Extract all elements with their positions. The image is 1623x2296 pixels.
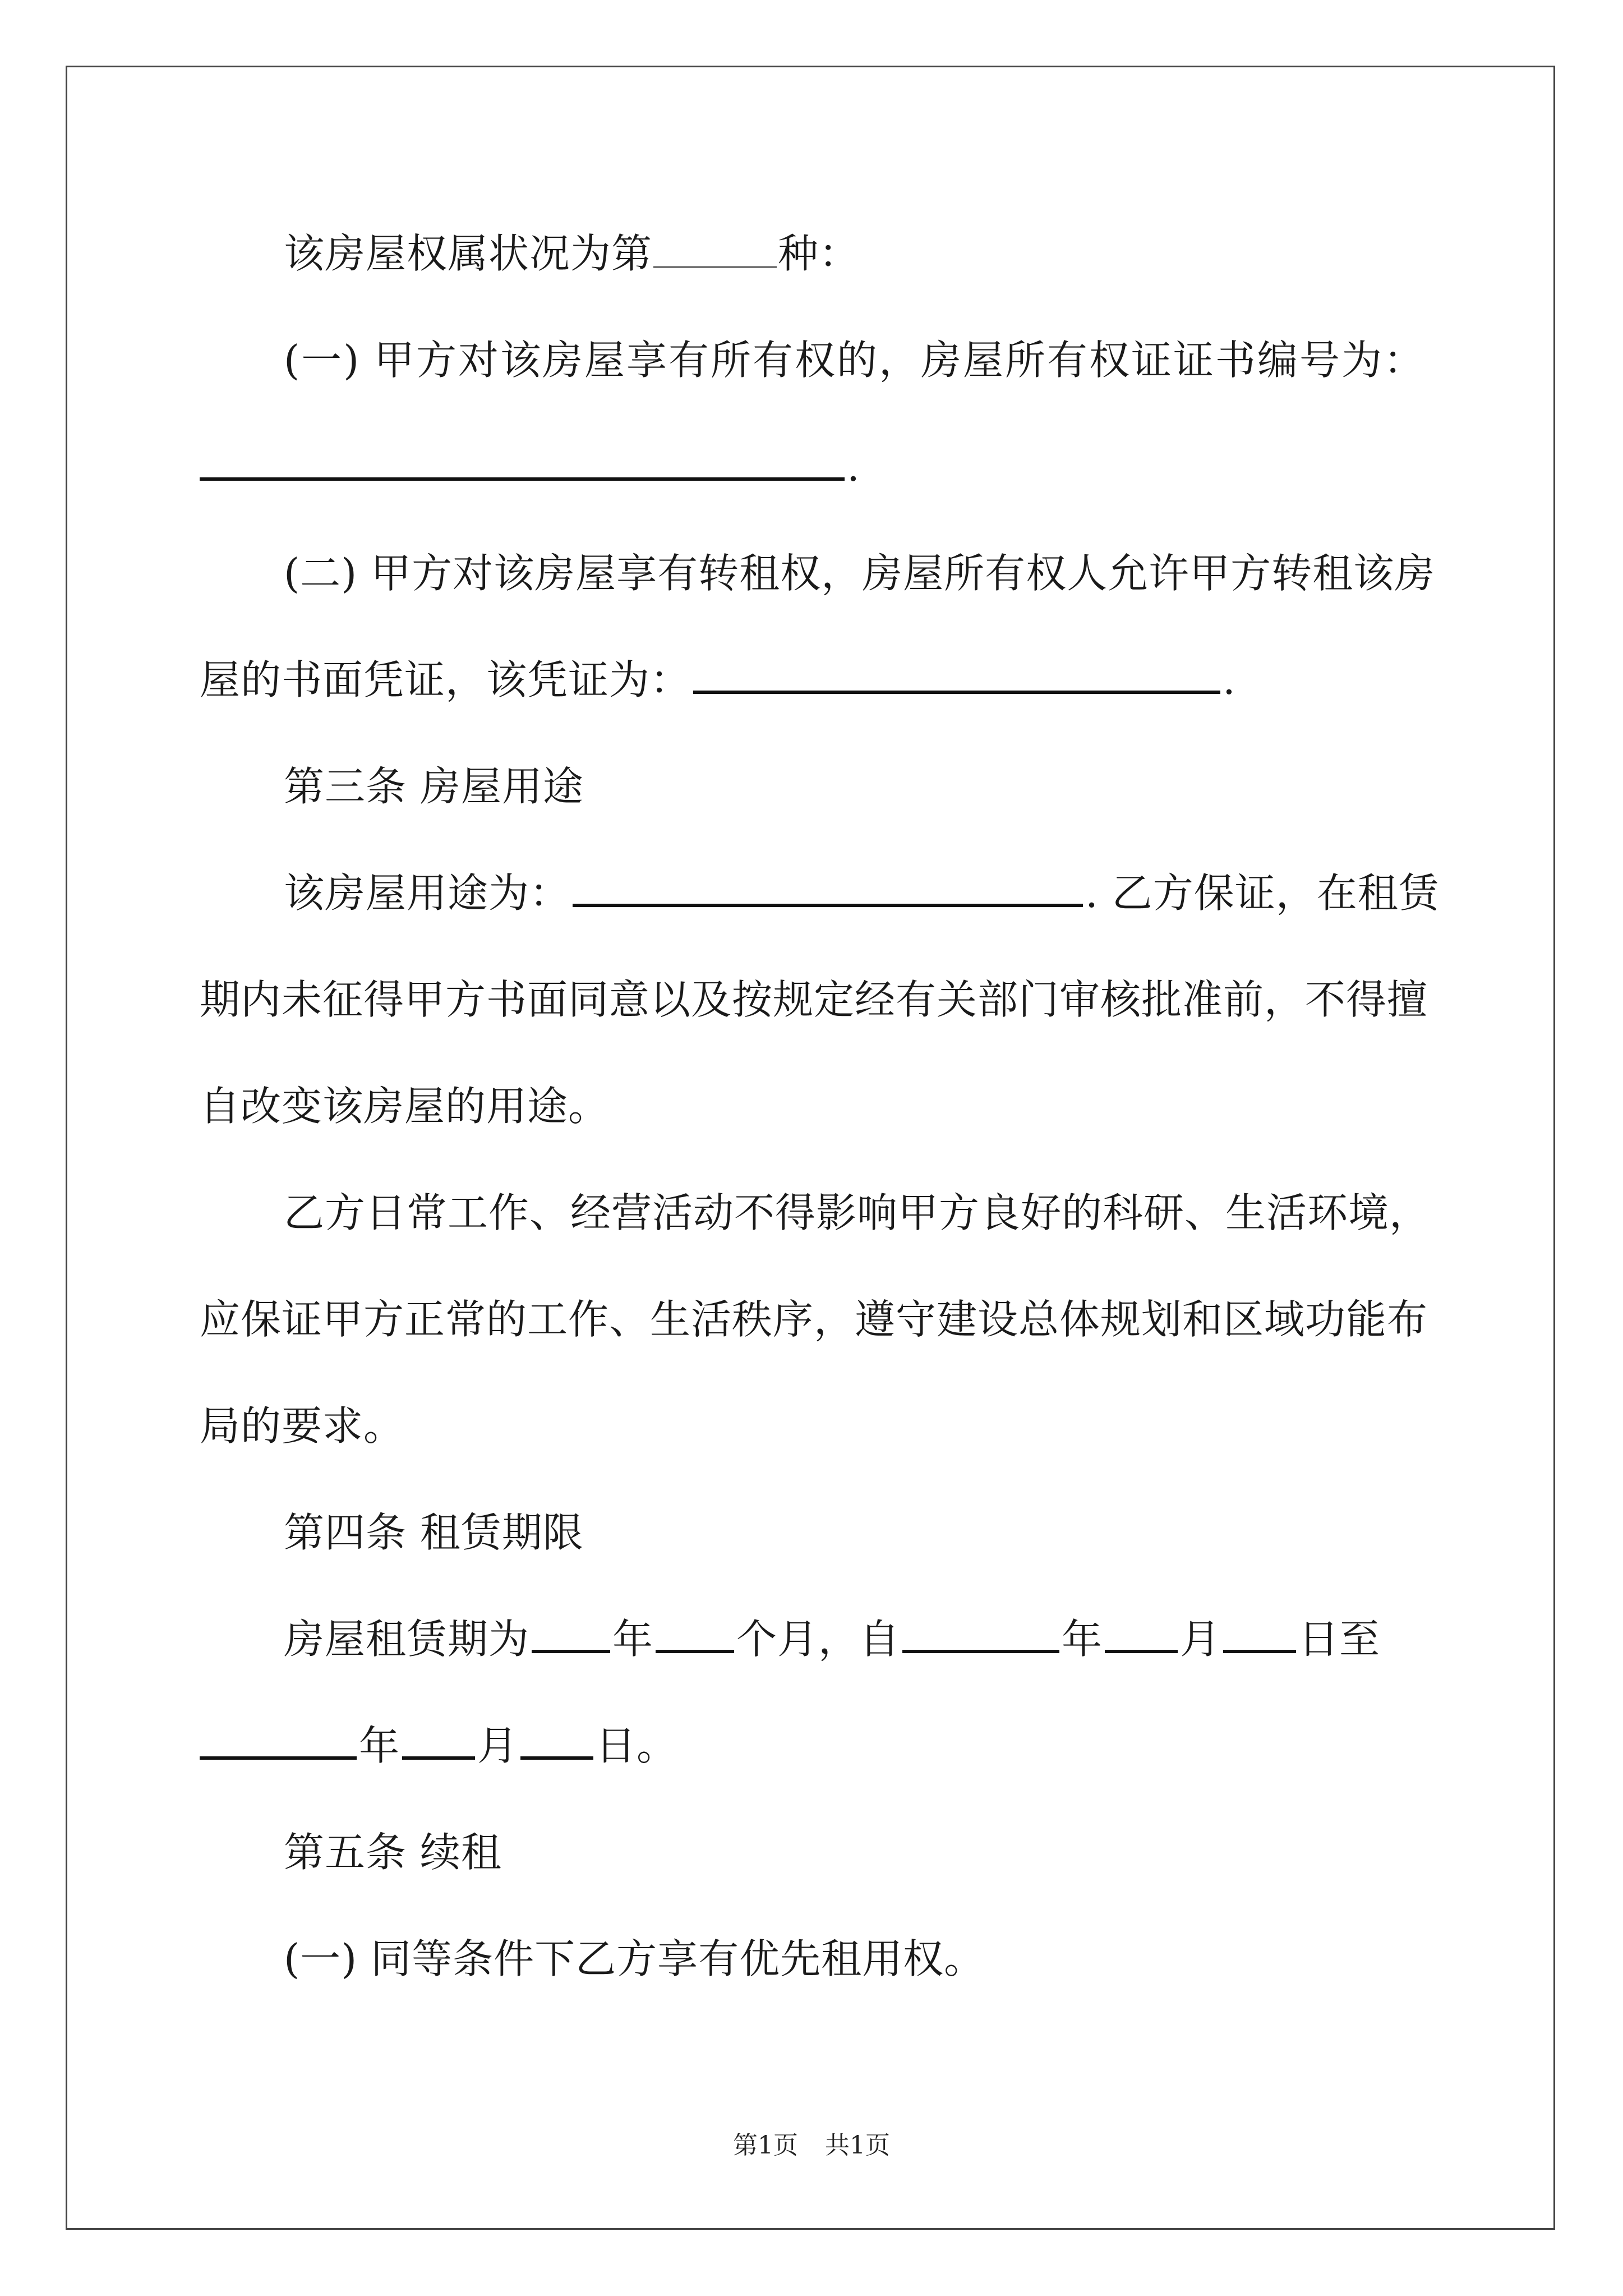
paragraph-sublease-proof: 屋的书面凭证，该凭证为： . [200, 656, 1236, 703]
page-footer [0, 2129, 1623, 2162]
paragraph-ownership-cert: (一) 甲方对该房屋享有所有权的，房屋所有权证证书编号为： [284, 337, 1424, 384]
ownership-type-blank[interactable] [653, 244, 777, 268]
start-month-blank[interactable] [1105, 1627, 1178, 1653]
paragraph-usage-cont-2: 自改变该房屋的用途。 [200, 1083, 610, 1130]
heading-article-3: 第三条 房屋用途 [284, 763, 584, 810]
heading-article-4: 第四条 租赁期限 [284, 1509, 584, 1556]
paragraph-operations: 乙方日常工作、经营活动不得影响甲方良好的科研、生活环境， [284, 1189, 1431, 1236]
page-number: 第1页 [733, 2131, 798, 2160]
paragraph-usage: 该房屋用途为： . 乙方保证，在租赁 [284, 869, 1440, 917]
paragraph-cert-number: . [200, 440, 860, 494]
start-day-blank[interactable] [1223, 1627, 1296, 1653]
term-months-blank[interactable] [656, 1627, 734, 1653]
term-years-blank[interactable] [532, 1627, 610, 1653]
end-day-blank[interactable] [520, 1734, 593, 1760]
end-month-blank[interactable] [402, 1734, 475, 1760]
sublease-proof-blank[interactable] [693, 668, 1220, 694]
paragraph-operations-cont-1: 应保证甲方正常的工作、生活秩序，遵守建设总体规划和区域功能布 [200, 1296, 1428, 1343]
page-total: 共1页 [825, 2131, 890, 2160]
paragraph-ownership-type: 该房屋权属状况为第 种： [284, 230, 860, 277]
end-year-blank[interactable] [200, 1734, 357, 1760]
paragraph-sublease-right: (二) 甲方对该房屋享有转租权，房屋所有权人允许甲方转租该房 [284, 550, 1436, 597]
paragraph-usage-cont-1: 期内未征得甲方书面同意以及按规定经有关部门审核批准前，不得擅 [200, 976, 1428, 1023]
page-border [66, 66, 1555, 2230]
cert-number-blank[interactable] [200, 455, 845, 481]
paragraph-operations-cont-2: 局的要求。 [200, 1402, 405, 1450]
paragraph-lease-term: 房屋租赁期为 年 个月，自 年 月 日至 [284, 1616, 1381, 1663]
start-year-blank[interactable] [902, 1627, 1059, 1653]
heading-article-5: 第五条 续租 [284, 1829, 502, 1876]
paragraph-lease-term-end: 年 月 日。 [200, 1719, 677, 1773]
usage-blank[interactable] [573, 881, 1083, 907]
paragraph-renewal-priority: (一) 同等条件下乙方享有优先租用权。 [284, 1935, 985, 1982]
